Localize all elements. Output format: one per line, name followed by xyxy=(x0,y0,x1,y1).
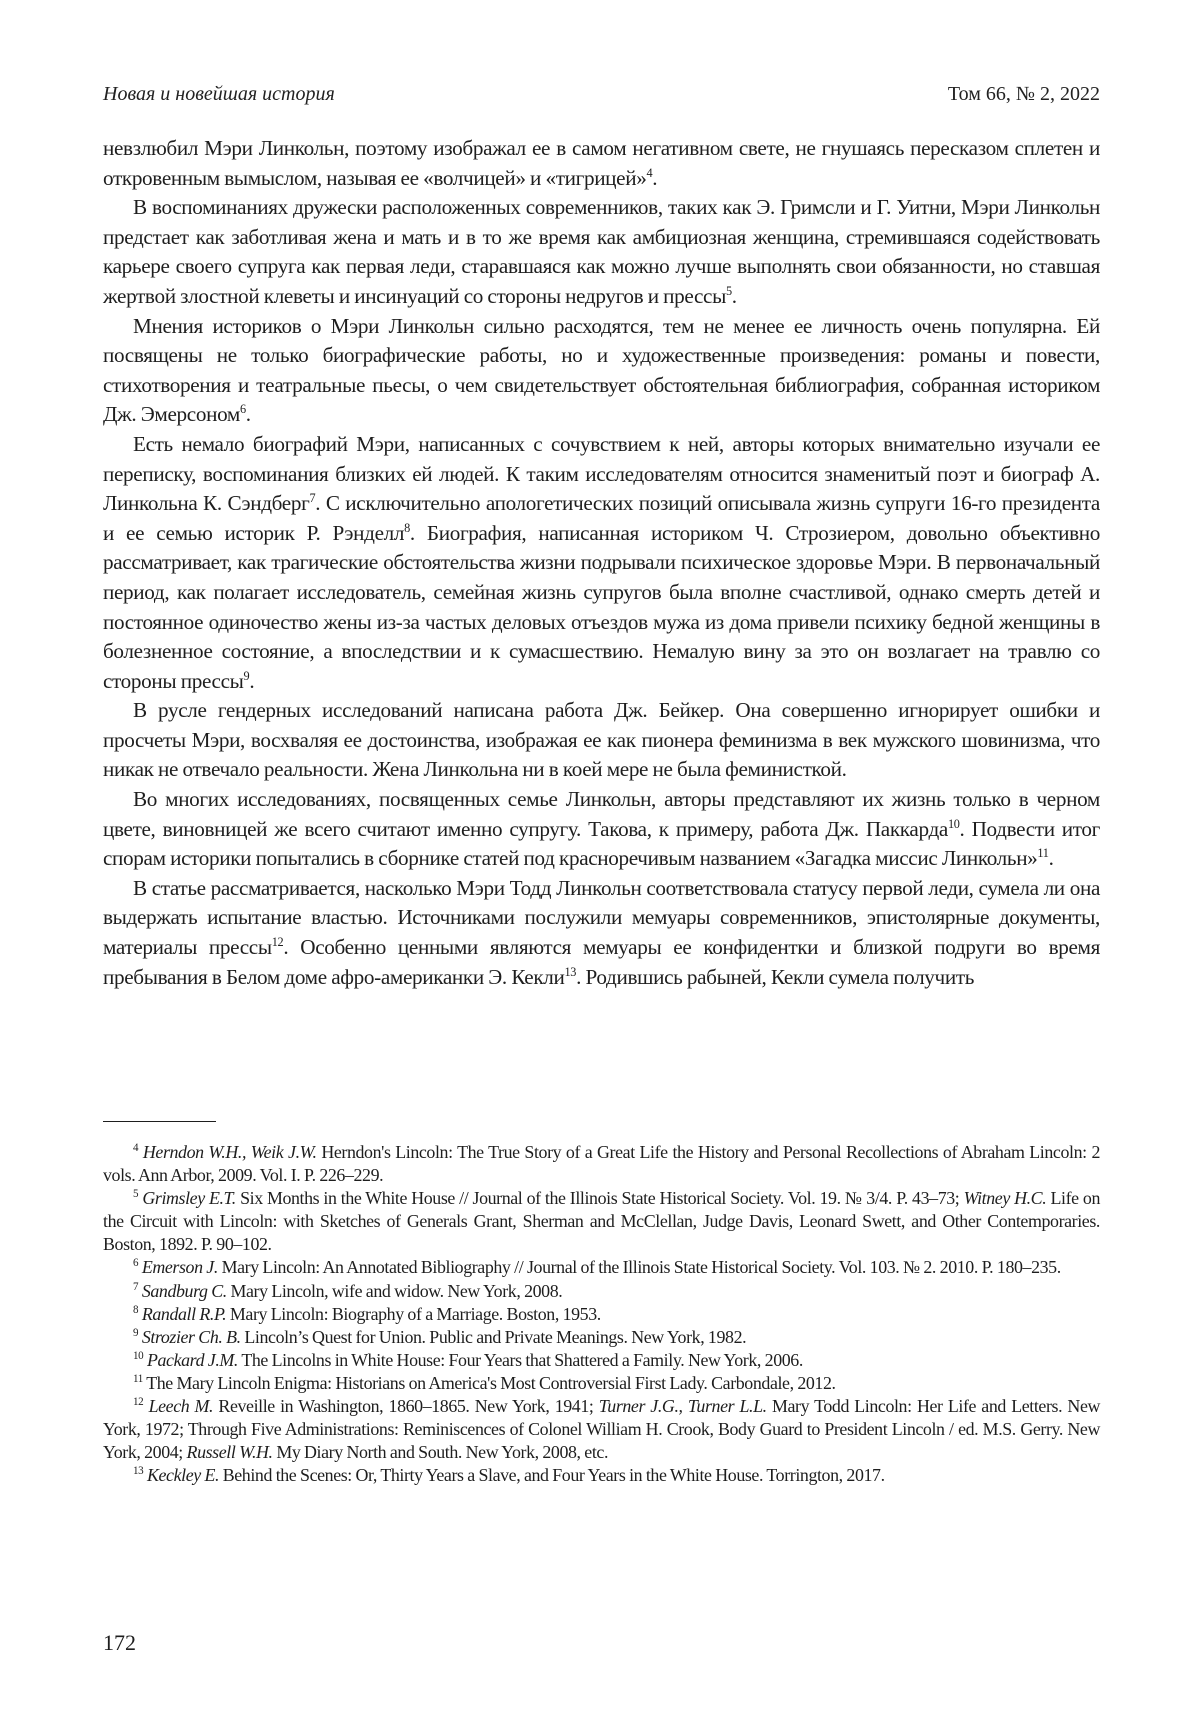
body-text-run: В русле гендерных исследований написана работа Дж. Бейкер. Она совершенно игнорирует ошибки и просчеты Мэри, восхваляя ее достоинства, изображая ее как пионера феминизма в век мужского шовинизма, что никак не отвечало реальности. Жена Линкольна ни в коей мере не была феминисткой. xyxy=(103,698,1100,782)
footnote-text: Mary Todd Lincoln: Her Life and Letters. New York, 1972; Through Five Administrations: Reminiscences of Colonel William H. Crook, Body Guard to President Lincoln / ed. M.S. Gerry. New York, 2004; xyxy=(103,1396,1101,1463)
footnote-text: The Lincolns in White House: Four Years that Shattered a Family. New York, 2006. xyxy=(237,1349,803,1370)
issue-info: Том 66, № 2, 2022 xyxy=(947,83,1100,105)
footnote-number: 13 xyxy=(133,1465,144,1478)
footnote-text: Mary Lincoln, wife and widow. New York, 2008. xyxy=(226,1280,563,1301)
footnote-reference[interactable]: 9 xyxy=(243,668,250,683)
footnote-reference[interactable]: 4 xyxy=(646,165,653,180)
page-number: 172 xyxy=(103,1630,136,1655)
body-text-run: . Особенно ценными являются мемуары ее конфидентки и близкой подруги во время пребывания в Белом доме афро-американки Э. Кекли xyxy=(103,935,1100,989)
footnote-author: Herndon W.H., Weik J.W. xyxy=(142,1142,317,1162)
footnote-7 xyxy=(103,1280,1100,1303)
body-text-run: Мнения историков о Мэри Линкольн сильно расходятся, тем не менее ее личность очень популярна. Ей посвящены не только биографические работы, но и художественные произведения: романы и повести, стихотворения и театральные пьесы, о чем свидетельствует обстоятельная библиография, собранная историком Дж. Эмерсоном xyxy=(103,313,1100,427)
footnote-6 xyxy=(103,1256,1100,1279)
footnote-reference[interactable]: 10 xyxy=(947,816,960,831)
footnote-reference[interactable]: 13 xyxy=(564,964,577,979)
footnote-text: Lincoln’s Quest for Union. Public and Private Meanings. New York, 1982. xyxy=(240,1326,747,1347)
footnote-author: Grimsley E.T. xyxy=(142,1188,236,1209)
footnote-author: Emerson J. xyxy=(141,1257,218,1278)
footnote-9 xyxy=(103,1326,1100,1349)
body-text-run: . xyxy=(1048,846,1054,871)
footnote-5 xyxy=(103,1187,1100,1256)
body-text-run: . Биография, написанная историком Ч. Строзиером, довольно объективно рассматривает, как трагические обстоятельства жизни подрывали психическое здоровье Мэри. В первоначальный период, как полагает исследователь, семейная жизнь супругов была вполне счастливой, однако смерть детей и постоянное одиночество жены из-за частых деловых отъездов мужа из дома привели психику бедной женщины в болезненное состояние, а впоследствии и к сумасшествию. Немалую вину за это он возлагает на травлю со стороны прессы xyxy=(103,520,1100,693)
body-paragraph xyxy=(103,430,1100,696)
body-text-run: Есть немало биографий Мэри, написанных с сочувствием к ней, авторы которых внимательно изучали ее переписку, воспоминания близких ей людей. К таким исследователям относится знаменитый поэт и биограф А. Линкольна К. Сэндберг xyxy=(103,431,1100,516)
body-text-run: В статье рассматривается, насколько Мэри Тодд Линкольн соответствовала статусу первой леди, сумела ли она выдержать испытание властью. Источниками послужили мемуары современников, эпистолярные документы, материалы прессы xyxy=(103,875,1100,960)
body-paragraph xyxy=(103,785,1100,874)
footnote-number: 4 xyxy=(133,1142,139,1155)
journal-title: Новая и новейшая история xyxy=(103,83,335,105)
body-text-run: . xyxy=(731,283,737,308)
footnote-reference[interactable]: 6 xyxy=(239,402,246,417)
footnote-text: The Mary Lincoln Enigma: Historians on America's Most Controversial First Lady. Carbondale, 2012. xyxy=(146,1372,836,1393)
footnote-author: Strozier Ch. B. xyxy=(141,1326,241,1347)
body-paragraph xyxy=(103,874,1100,992)
footnote-number: 10 xyxy=(133,1349,144,1362)
footnote-text: My Diary North and South. New York, 2008, etc. xyxy=(272,1442,609,1463)
body-paragraph xyxy=(103,312,1100,430)
body-paragraph xyxy=(103,193,1100,311)
body-text-run: . С исключительно апологетических позиций описывала жизнь супруги 16-го президента и ее семью историк Р. Рэнделл xyxy=(103,491,1100,545)
footnote-text: Six Months in the White House // Journal of the Illinois State Historical Society. Vol. 19. № 3/4. P. 43–73; xyxy=(235,1188,964,1209)
footnote-author: Packard J.M. xyxy=(146,1349,238,1370)
footnote-number: 9 xyxy=(133,1326,139,1339)
footnote-reference[interactable]: 7 xyxy=(309,491,316,506)
body-text-run: В воспоминаниях дружески расположенных современников, таких как Э. Гримсли и Г. Уитни, Мэри Линкольн предстает как заботливая жена и мать и в то же время как амбициозная женщина, стремившаяся содействовать карьере своего супруга как первая леди, старавшаяся как можно лучше выполнять свои обязанности, но ставшая жертвой злостной клеветы и инсинуаций со стороны недругов и прессы xyxy=(103,195,1100,308)
footnote-text: Herndon's Lincoln: The True Story of a Great Life the History and Personal Recollections of Abraham Lincoln: 2 vols. Ann Arbor, 2009. Vol. I. P. 226–229. xyxy=(103,1142,1100,1186)
body-text-run: . Подвести итог спорам историки попытались в сборнике статей под красноречивым названием «Загадка миссис Линкольн» xyxy=(103,816,1101,871)
footnote-text: Mary Lincoln: An Annotated Bibliography // Journal of the Illinois State Historical Society. Vol. 103. № 2. 2010. P. 180–235. xyxy=(217,1257,1061,1278)
footnote-reference[interactable]: 11 xyxy=(1037,846,1049,861)
footnote-number: 12 xyxy=(133,1396,144,1409)
footnote-text: Life on the Circuit with Lincoln: with Sketches of Generals Grant, Sherman and McClellan, Judge Davis, Leonard Swett, and Other Contemporaries. Boston, 1892. P. 90–102. xyxy=(103,1188,1100,1255)
footnotes xyxy=(103,1141,1100,1487)
footnote-4 xyxy=(103,1141,1100,1187)
footnote-author: Turner J.G., Turner L.L. xyxy=(598,1396,767,1417)
body-paragraph xyxy=(103,696,1100,785)
footnote-author: Sandburg C. xyxy=(141,1280,227,1301)
footnote-number: 8 xyxy=(133,1303,139,1316)
footnote-text: Mary Lincoln: Biography of a Marriage. Boston, 1953. xyxy=(226,1303,601,1324)
footnote-author: Randall R.P. xyxy=(141,1303,227,1324)
footnote-author: Witney H.C. xyxy=(963,1188,1047,1209)
article-body xyxy=(103,134,1100,992)
footnote-number: 7 xyxy=(133,1280,139,1293)
footnote-number: 5 xyxy=(133,1188,139,1201)
footnote-reference[interactable]: 12 xyxy=(271,934,284,949)
body-text-run: Во многих исследованиях, посвященных семье Линкольн, авторы представляют их жизнь только в черном цвете, виновницей же всего считают именно супругу. Такова, к примеру, работа Дж. Паккарда xyxy=(103,787,1100,841)
footnote-reference[interactable]: 8 xyxy=(404,520,410,535)
footnote-11 xyxy=(103,1372,1100,1395)
footnote-separator xyxy=(103,1121,216,1122)
footnote-13 xyxy=(103,1464,1100,1487)
footnote-author: Keckley E. xyxy=(146,1465,220,1486)
footnote-10 xyxy=(103,1349,1100,1372)
footnote-text: Reveille in Washington, 1860–1865. New York, 1941; xyxy=(213,1396,599,1417)
footnote-author: Leech M. xyxy=(148,1396,214,1417)
body-text-run: . xyxy=(652,165,658,190)
footnote-reference[interactable]: 5 xyxy=(725,283,732,298)
footnote-12 xyxy=(103,1395,1100,1464)
running-head xyxy=(103,82,1100,106)
body-text-run: невзлюбил Мэри Линкольн, поэтому изображал ее в самом негативном свете, не гнушаясь пересказом сплетен и откровенным вымыслом, называя ее «волчицей» и «тигрицей» xyxy=(103,136,1100,190)
footnote-text: Behind the Scenes: Or, Thirty Years a Slave, and Four Years in the White House. Torrington, 2017. xyxy=(219,1465,885,1486)
footnote-author: Russell W.H. xyxy=(186,1442,273,1463)
body-text-run: . Родившись рабыней, Кекли сумела получить xyxy=(576,964,975,989)
footnote-number: 6 xyxy=(133,1257,139,1270)
body-paragraph xyxy=(103,134,1100,193)
body-text-run: . xyxy=(249,668,255,693)
body-text-run: . xyxy=(245,402,251,427)
footnote-number: 11 xyxy=(133,1372,143,1385)
footnote-8 xyxy=(103,1303,1100,1326)
